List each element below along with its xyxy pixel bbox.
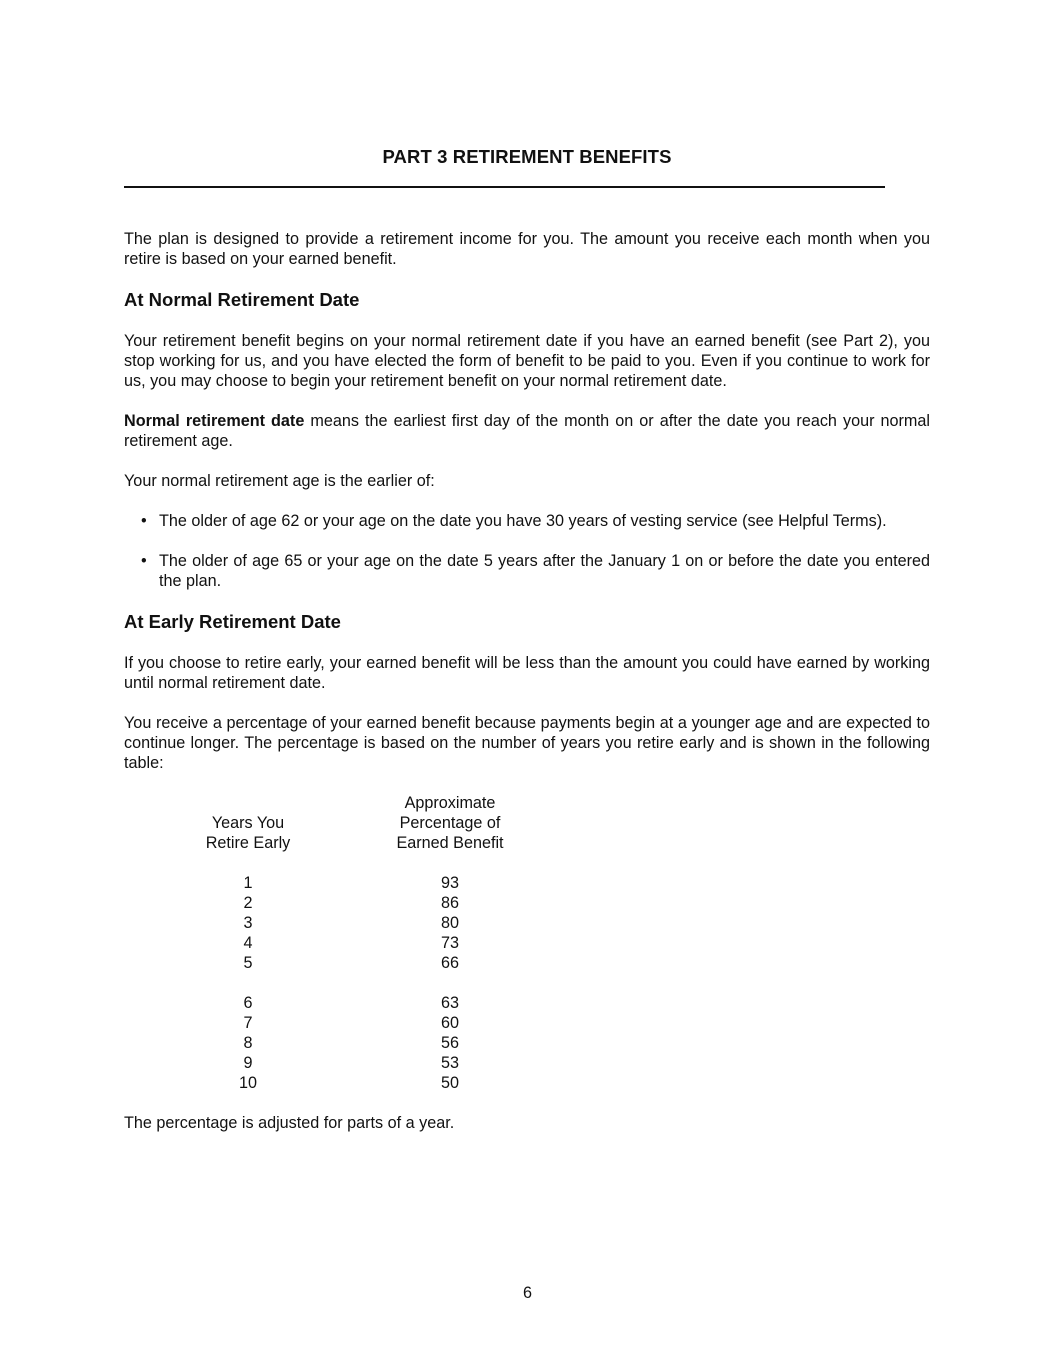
- column-header-line: Retire Early: [205, 834, 291, 852]
- table-cell-percentage: 50: [440, 1074, 459, 1092]
- normal-retirement-definition: [124, 411, 930, 451]
- table-cell-percentage: 53: [440, 1054, 459, 1072]
- table-cell-percentage: 63: [440, 994, 459, 1012]
- bullet-icon: •: [141, 512, 147, 530]
- list-item-text: The older of age 65 or your age on the date 5 years after the January 1 on or before the date you entered the plan.: [159, 552, 930, 590]
- column-header-line: Approximate: [404, 794, 496, 812]
- page-number: 6: [522, 1284, 532, 1302]
- column-header-line: Earned Benefit: [396, 834, 504, 852]
- table-cell-years: 8: [243, 1034, 253, 1052]
- definition-text: means the earliest first day of the month on or after the date you reach your normal retirement age.: [124, 412, 930, 450]
- table-cell-percentage: 86: [440, 894, 459, 912]
- table-cell-years: 10: [238, 1074, 257, 1092]
- early-retirement-table: [124, 793, 930, 1093]
- table-cell-years: 5: [243, 954, 253, 972]
- early-retirement-percentage-paragraph: You receive a percentage of your earned benefit because payments begin at a younger age and are expected to continue longer. The percentage is based on the number of years you retire early and is shown in the following table:: [124, 714, 930, 772]
- table-cell-percentage: 66: [440, 954, 459, 972]
- page-title: PART 3 RETIREMENT BENEFITS: [382, 146, 672, 167]
- intro-paragraph: The plan is designed to provide a retirement income for you. The amount you receive each month when you retire is based on your earned benefit.: [124, 230, 930, 268]
- early-retirement-heading: At Early Retirement Date: [124, 611, 341, 632]
- years-column: [182, 793, 314, 1093]
- title-divider: [124, 186, 885, 188]
- column-header-line: Years You: [211, 814, 285, 832]
- percentage-column: [379, 793, 521, 1093]
- document-body: [124, 229, 930, 1133]
- retirement-age-list: [124, 511, 930, 591]
- list-item: [124, 511, 930, 531]
- table-cell-percentage: 80: [440, 914, 459, 932]
- list-item: [124, 551, 930, 591]
- table-footnote: The percentage is adjusted for parts of a year.: [124, 1114, 455, 1132]
- table-cell-years: 4: [243, 934, 253, 952]
- normal-retirement-heading: At Normal Retirement Date: [124, 289, 360, 310]
- column-header-line: Percentage of: [399, 814, 501, 832]
- table-cell-years: 6: [243, 994, 253, 1012]
- early-retirement-paragraph: If you choose to retire early, your earned benefit will be less than the amount you could have earned by working until normal retirement date.: [124, 654, 930, 692]
- table-cell-years: 3: [243, 914, 253, 932]
- normal-retirement-paragraph: Your retirement benefit begins on your normal retirement date if you have an earned benefit (see Part 2), you stop working for us, and you have elected the form of benefit to be paid to you. Even if you continue to work for us, you may choose to begin your retirement benefit on your normal retirement date.: [124, 332, 930, 390]
- table-cell-percentage: 56: [440, 1034, 459, 1052]
- table-cell-years: 9: [243, 1054, 253, 1072]
- table-cell-percentage: 60: [440, 1014, 459, 1032]
- column-header-line: [182, 793, 314, 813]
- table-cell-percentage: 73: [440, 934, 459, 952]
- table-cell-years: 2: [243, 894, 253, 912]
- table-cell-years: 1: [243, 874, 253, 892]
- table-cell-years: 7: [243, 1014, 253, 1032]
- bullet-icon: •: [141, 552, 147, 570]
- list-item-text: The older of age 62 or your age on the date you have 30 years of vesting service (see Helpful Terms).: [159, 512, 887, 530]
- retirement-age-intro: Your normal retirement age is the earlier of:: [124, 472, 435, 490]
- table-cell-percentage: 93: [440, 874, 459, 892]
- definition-term: Normal retirement date: [124, 412, 305, 430]
